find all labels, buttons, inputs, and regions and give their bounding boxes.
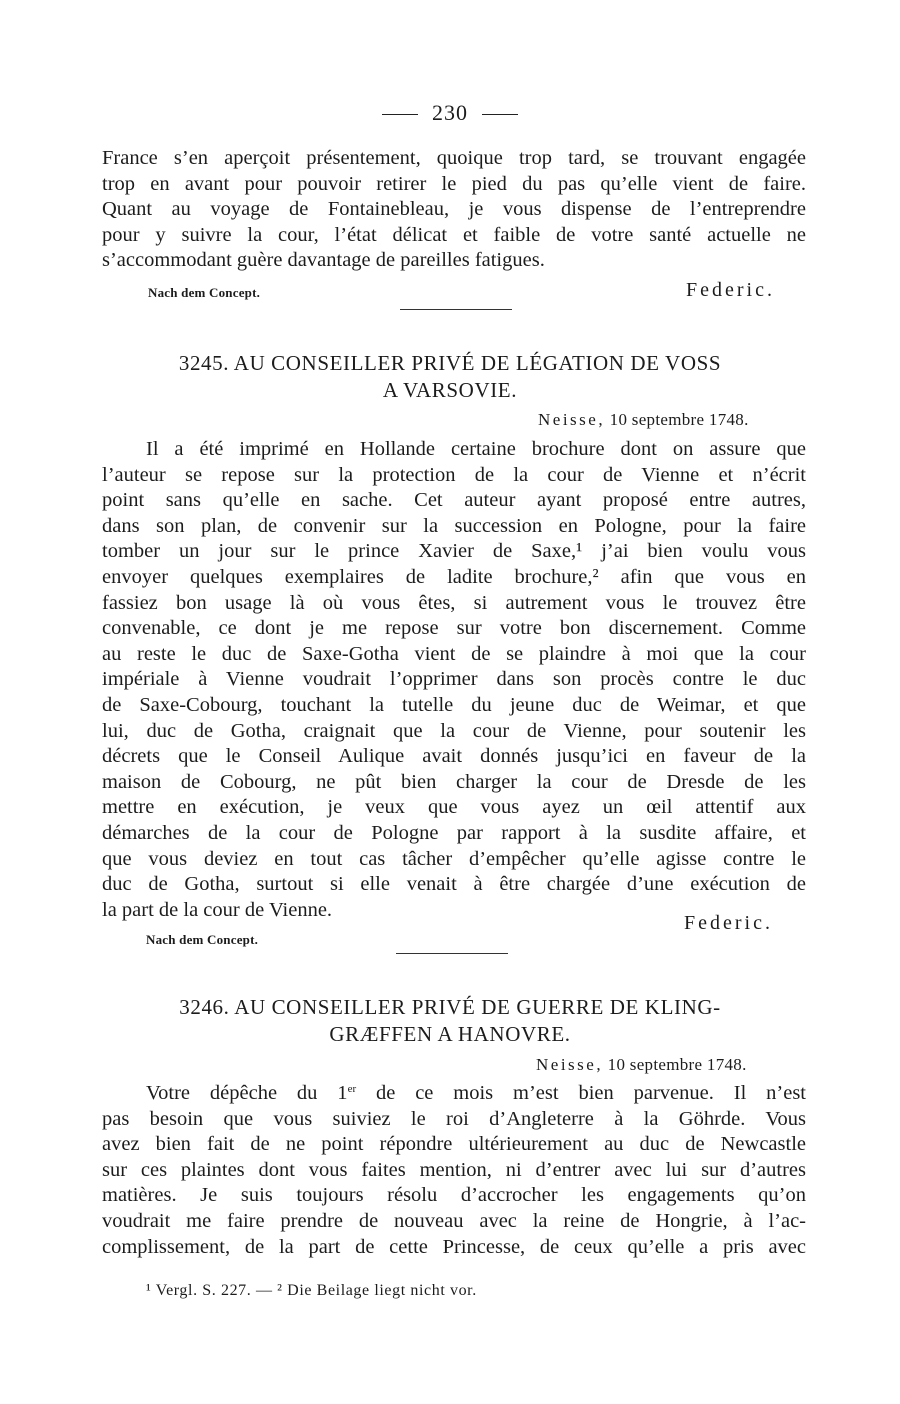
letter-3245-line: la part de la cour de Vienne. — [102, 898, 333, 921]
letter-3245-line: envoyer quelques exemplaires de ladite brochure,² afin que vous en — [102, 565, 806, 588]
letter-3246-first-words: Votre dépêche du 1 — [146, 1082, 348, 1104]
page-number-dash-right — [482, 114, 518, 115]
letter-3246-date-place: Neisse, — [536, 1055, 604, 1074]
letter-3245-line: fassiez bon usage là où vous êtes, si autrement vous le trouvez être — [102, 591, 806, 614]
letter-3245-date-place: Neisse, — [538, 410, 606, 429]
letter-3245-body — [102, 437, 806, 923]
letter-3245-line: duc de Gotha, surtout si elle venait à être chargée d’une exécution de — [102, 873, 806, 896]
letter-3246-line: pas besoin que vous suiviez le roi d’Angleterre à la Göhrde. Vous — [102, 1107, 806, 1130]
letter-3245-line: lui, duc de Gotha, craignait que la cour de Vienne, pour soutenir les — [102, 719, 806, 742]
letter-3246-line: sur ces plaintes dont vous faites mention, ni d’entrer avec lui sur d’autres — [102, 1158, 806, 1181]
letter-3245-line: Il a été imprimé en Hollande certaine brochure dont on assure que — [146, 438, 806, 460]
letter-3246-heading-line2: GRÆFFEN A HANOVRE. — [329, 1022, 571, 1046]
intro-signature: Federic. — [686, 279, 775, 301]
letter-3246-line: avez bien fait de ne point répondre ultérieurement au duc de Newcastle — [102, 1133, 806, 1156]
letter-3245-source-note: Nach dem Concept. — [146, 932, 259, 947]
page-number-text: 230 — [432, 100, 468, 125]
intro-source-note: Nach dem Concept. — [148, 285, 261, 300]
section-divider — [400, 309, 512, 310]
page-number-dash-left — [382, 114, 418, 115]
letter-3245-line: démarches de la cour de Pologne par rapport à la susdite affaire, et — [102, 821, 806, 844]
letter-3245-heading-line2: A VARSOVIE. — [382, 378, 518, 402]
letter-3245-line: mettre en exécution, je veux que vous ayez un œil attentif aux — [102, 796, 806, 819]
letter-3245-date: 10 septembre 1748. — [609, 410, 749, 429]
letter-3246-first-line — [102, 1081, 806, 1107]
letter-3246-line: voudrait me faire prendre de nouveau avec la reine de Hongrie, à l’ac- — [102, 1209, 806, 1232]
page-number — [0, 100, 900, 126]
letter-3245-line: que vous deviez en tout cas tâcher d’empêcher qu’elle agisse contre le — [102, 847, 806, 870]
letter-3246-superscript: er — [347, 1083, 357, 1095]
letter-3245-line: au reste le duc de Saxe-Gotha vient de se plaindre à moi que la cour — [102, 642, 806, 665]
intro-line: s’accommodant guère davantage de pareilles fatigues. — [102, 249, 545, 272]
letter-3246-line: matières. Je suis toujours résolu d’accrocher les engagements qu’on — [102, 1184, 806, 1207]
letter-3245-signature: Federic. — [684, 912, 773, 934]
letter-3246-heading — [0, 994, 900, 1048]
letter-3246-body — [102, 1081, 806, 1260]
letter-3245-heading-line1: 3245. AU CONSEILLER PRIVÉ DE LÉGATION DE VOSS — [178, 351, 722, 375]
letter-3245-heading — [0, 350, 900, 404]
intro-line: Quant au voyage de Fontainebleau, je vous dispense de l’entreprendre — [102, 198, 806, 221]
letter-3245-line: point sans qu’elle en sache. Cet auteur ayant proposé entre autres, — [102, 489, 806, 512]
letter-3246-dateline — [536, 1055, 747, 1075]
letter-3245-dateline — [538, 410, 749, 430]
letter-3246-line: complissement, de la part de cette Princesse, de ceux qu’elle a pris avec — [102, 1235, 806, 1258]
intro-line: France s’en aperçoit présentement, quoique trop tard, se trouvant engagée — [102, 147, 806, 169]
letter-3245-line: convenable, ce dont je me repose sur votre bon discernement. Comme — [102, 617, 806, 640]
letter-3245-line: impériale à Vienne voudrait l’opprimer dans son procès contre le duc — [102, 668, 806, 691]
letter-3245-line: de Saxe-Cobourg, touchant la tutelle du jeune duc de Weimar, et que — [102, 693, 806, 716]
section-divider — [396, 953, 508, 954]
footnotes: ¹ Vergl. S. 227. — ² Die Beilage liegt nicht vor. — [146, 1282, 477, 1299]
letter-3246-heading-line1: 3246. AU CONSEILLER PRIVÉ DE GUERRE DE KLING- — [179, 995, 721, 1019]
letter-3245-line: dans son plan, de convenir sur la succession en Pologne, pour la faire — [102, 514, 806, 537]
letter-3245-line: l’auteur se repose sur la protection de la cour de Vienne et n’écrit — [102, 463, 806, 486]
letter-3245-line: tomber un jour sur le prince Xavier de Saxe,¹ j’ai bien voulu vous — [102, 540, 806, 563]
intro-paragraph — [102, 146, 806, 274]
intro-line: pour y suivre la cour, l’état délicat et faible de votre santé actuelle ne — [102, 223, 806, 246]
letter-3245-line: maison de Cobourg, ne pût bien charger la cour de Dresde de les — [102, 770, 806, 793]
letter-3246-date: 10 septembre 1748. — [607, 1055, 747, 1074]
letter-3246-first-rest: de ce mois m’est bien parvenue. Il n’est — [356, 1082, 806, 1104]
letter-3245-line: décrets que le Conseil Aulique avait donnés jusqu’ici en faveur de la — [102, 745, 806, 768]
intro-line: trop en avant pour pouvoir retirer le pied du pas qu’elle vient de faire. — [102, 172, 806, 195]
